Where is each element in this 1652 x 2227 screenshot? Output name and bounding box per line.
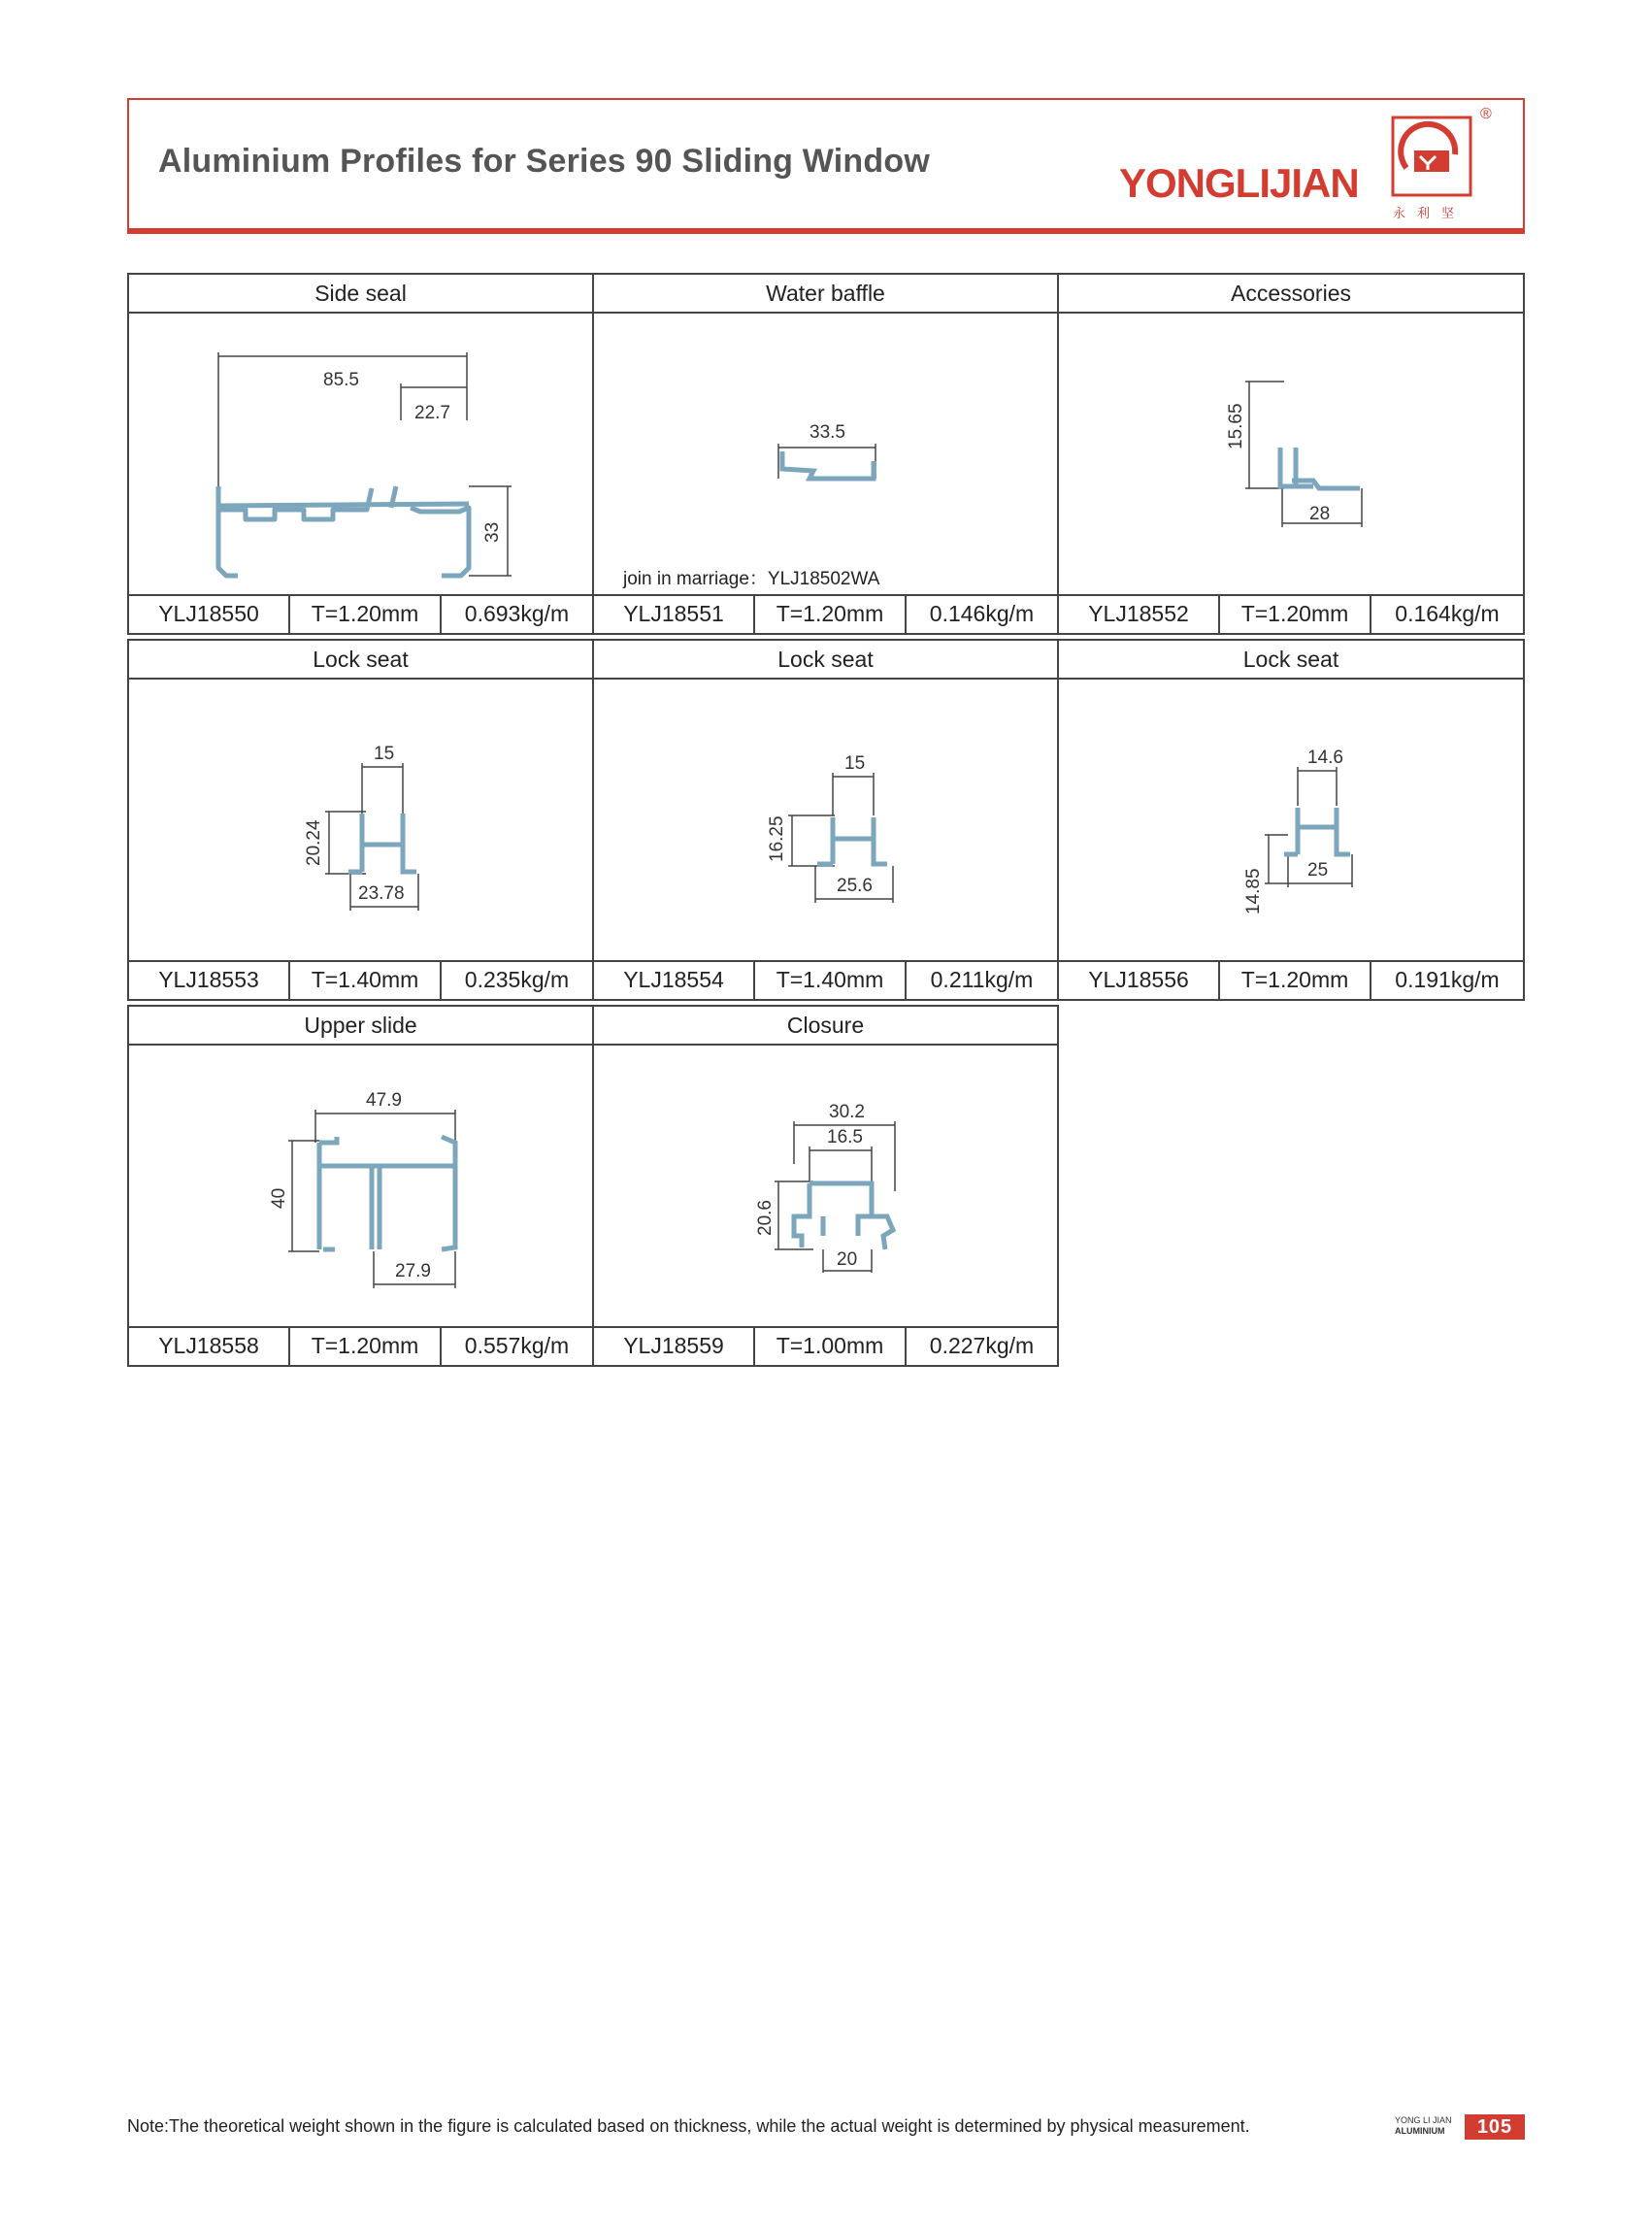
dimension-label: 15 <box>374 744 395 764</box>
page-header <box>127 98 1525 234</box>
dimension-label: 16.5 <box>827 1127 863 1147</box>
profile-weight: 0.235kg/m <box>464 967 570 992</box>
profile-weight: 0.146kg/m <box>929 601 1035 626</box>
page-title: Aluminium Profiles for Series 90 Sliding Window <box>158 143 930 180</box>
profile-thickness: T=1.20mm <box>1220 596 1371 633</box>
dimension-label: 14.6 <box>1307 748 1343 768</box>
registered-mark: ® <box>1480 106 1492 122</box>
profile-code: YLJ18550 <box>129 596 290 633</box>
dimension-label: 15 <box>844 753 866 774</box>
dimension-label: 28 <box>1309 504 1331 524</box>
profile-card <box>127 273 594 635</box>
profile-drawing <box>594 680 1057 961</box>
profile-code: YLJ18559 <box>594 1328 755 1365</box>
profile-name: Accessories <box>1059 275 1523 314</box>
profile-card <box>592 1005 1059 1367</box>
dimension-label: 23.78 <box>358 883 405 904</box>
dimension-label: 25 <box>1307 860 1329 881</box>
profile-drawing <box>1059 680 1523 961</box>
profile-weight: 0.557kg/m <box>464 1333 570 1358</box>
dimension-label: 22.7 <box>414 403 450 423</box>
brand-logo-icon <box>1391 116 1472 197</box>
profile-drawing <box>129 314 592 595</box>
profile-code: YLJ18553 <box>129 962 290 999</box>
profile-weight: 0.227kg/m <box>929 1333 1035 1358</box>
lock-seat-drawing <box>129 680 592 961</box>
page-number: 105 <box>1465 2114 1525 2140</box>
side-seal-drawing <box>129 314 592 595</box>
profile-weight: 0.164kg/m <box>1395 601 1500 626</box>
profile-thickness: T=1.20mm <box>755 596 907 633</box>
profile-name: Water baffle <box>594 275 1057 314</box>
profile-weight: 0.693kg/m <box>464 601 570 626</box>
lock-seat-drawing <box>594 680 1057 961</box>
profile-card <box>592 639 1059 1001</box>
profile-drawing <box>129 680 592 961</box>
dimension-label: 20 <box>837 1249 858 1270</box>
lock-seat-drawing <box>1059 680 1523 961</box>
profile-name: Lock seat <box>1059 641 1523 680</box>
profile-code: YLJ18552 <box>1059 596 1220 633</box>
profile-specs <box>129 960 592 999</box>
profile-code: YLJ18556 <box>1059 962 1220 999</box>
dimension-label: 85.5 <box>323 370 359 390</box>
profile-code: YLJ18551 <box>594 596 755 633</box>
water-baffle-drawing <box>594 314 1057 595</box>
profile-specs <box>129 594 592 633</box>
profile-thickness: T=1.40mm <box>290 962 442 999</box>
profile-card <box>1057 273 1525 635</box>
profile-name: Side seal <box>129 275 592 314</box>
profile-name: Closure <box>594 1007 1057 1046</box>
closure-drawing <box>594 1046 1057 1327</box>
profile-code: YLJ18554 <box>594 962 755 999</box>
profile-drawing <box>129 1046 592 1327</box>
dimension-label: 14.85 <box>1243 868 1264 914</box>
dimension-label: 47.9 <box>366 1090 402 1111</box>
footer-brand-line1: YONG LI JIAN <box>1395 2115 1452 2125</box>
brand-chinese-name: 永利坚 <box>1393 206 1467 220</box>
dimension-label: 20.24 <box>304 819 324 866</box>
dimension-label: 20.6 <box>755 1200 776 1236</box>
dimension-label: 25.6 <box>837 876 873 896</box>
profile-specs <box>594 960 1057 999</box>
profile-card <box>592 273 1059 635</box>
profile-card <box>1057 639 1525 1001</box>
profile-drawing <box>594 314 1057 595</box>
dimension-label: 33.5 <box>809 422 845 443</box>
brand-name: YONGLIJIAN <box>1119 160 1359 206</box>
dimension-label: 16.25 <box>767 815 787 862</box>
accessories-drawing <box>1059 314 1523 595</box>
profile-card <box>127 639 594 1001</box>
dimension-label: 27.9 <box>395 1261 431 1281</box>
profile-thickness: T=1.20mm <box>290 596 442 633</box>
footer-brand-line2: ALUMINIUM <box>1395 2126 1445 2136</box>
profile-thickness: T=1.00mm <box>755 1328 907 1365</box>
profile-drawing <box>1059 314 1523 595</box>
profile-name: Upper slide <box>129 1007 592 1046</box>
profile-thickness: T=1.20mm <box>1220 962 1371 999</box>
profile-weight: 0.191kg/m <box>1395 967 1500 992</box>
footer-note: Note:The theoretical weight shown in the figure is calculated based on thickness, while the actual weight is determined by physical measurement. <box>127 2116 1250 2136</box>
profile-specs <box>129 1326 592 1365</box>
profile-specs <box>594 1326 1057 1365</box>
profile-name: Lock seat <box>129 641 592 680</box>
profile-thickness: T=1.20mm <box>290 1328 442 1365</box>
footer-brand <box>1395 2115 1452 2137</box>
profile-card <box>127 1005 594 1367</box>
profile-name: Lock seat <box>594 641 1057 680</box>
dimension-label: 40 <box>269 1187 289 1209</box>
profile-specs <box>1059 960 1523 999</box>
profile-specs <box>594 594 1057 633</box>
dimension-label: 30.2 <box>829 1102 865 1122</box>
profile-code: YLJ18558 <box>129 1328 290 1365</box>
dimension-label: 33 <box>482 521 503 543</box>
profile-weight: 0.211kg/m <box>930 967 1034 992</box>
profile-drawing <box>594 1046 1057 1327</box>
dimension-label: 15.65 <box>1226 403 1246 449</box>
upper-slide-drawing <box>129 1046 592 1327</box>
profile-specs <box>1059 594 1523 633</box>
join-note: join in marriage：YLJ18502WA <box>623 569 880 589</box>
profile-thickness: T=1.40mm <box>755 962 907 999</box>
